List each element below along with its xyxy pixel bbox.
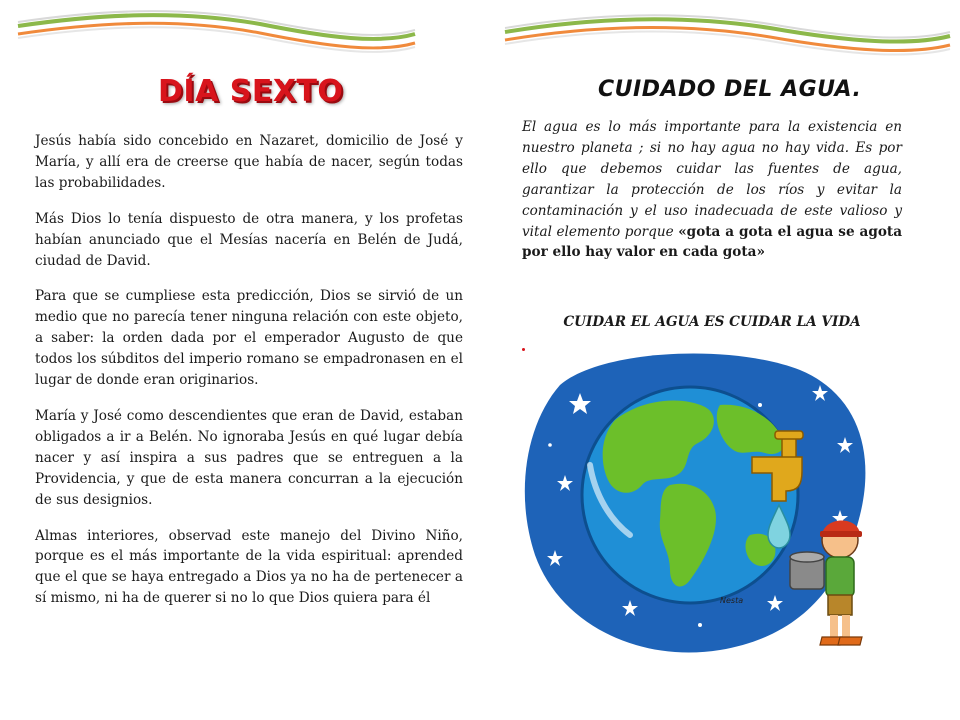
paragraph-3: Para que se cumpliese esta predicción, Dios se sirvió de un medio que no parecía tener ninguna relación con este objeto, a saber: la orden dada por el emperador Augusto de que todos los súbditos del imperio romano se empadronasen en el lugar de donde eran originarios.	[35, 288, 463, 389]
paragraph-2: Más Dios lo tenía dispuesto de otra manera, y los profetas habían anunciado que el Mesías nacería en Belén de Judá, ciudad de David.	[35, 210, 463, 269]
paragraph-1: Jesús había sido concebido en Nazaret, domicilio de José y María, y allí era de creerse que había de nacer, según todas las probabilidades.	[35, 133, 463, 191]
earth-faucet-illustration	[520, 345, 880, 657]
decorative-wave-left	[10, 0, 420, 70]
paragraph-5: Almas interiores, observad este manejo del Divino Niño, porque es el más importante de la vida espiritual: aprended que el que se haya entregado a Dios ya no ha de pertenecer a sí mismo, ni ha de querer si no lo que Dios quiera para él	[35, 527, 463, 607]
devotion-text	[35, 131, 463, 624]
paragraph-4: María y José como descendientes que eran de David, estaban obligados a ir a Belén. No ignoraba Jesús en qué lugar debía nacer y así inspira a sus padres que se entreguen a la Providencia, y que de esta manera concurran a la ejecución de sus designios.	[35, 407, 463, 508]
decorative-wave-right	[500, 0, 960, 70]
water-care-title: CUIDADO DEL AGUA.	[598, 77, 862, 102]
day-title: DÍA SEXTO	[158, 74, 344, 109]
illustration-signature: Nesta	[720, 596, 744, 605]
water-care-body: El agua es lo más importante para la existencia en nuestro planeta ; si no hay agua no hay vida. Es por ello que debemos cuidar las fuentes de agua, garantizar la protección de los ríos y evitar la contaminación y el uso inadecuada de este valioso y vital elemento porque	[522, 119, 902, 240]
water-care-quote: «gota a gota el agua se agota por ello hay valor en cada gota»	[522, 223, 903, 261]
water-care-text	[522, 117, 902, 263]
motto: CUIDAR EL AGUA ES CUIDAR LA VIDA	[563, 314, 861, 330]
